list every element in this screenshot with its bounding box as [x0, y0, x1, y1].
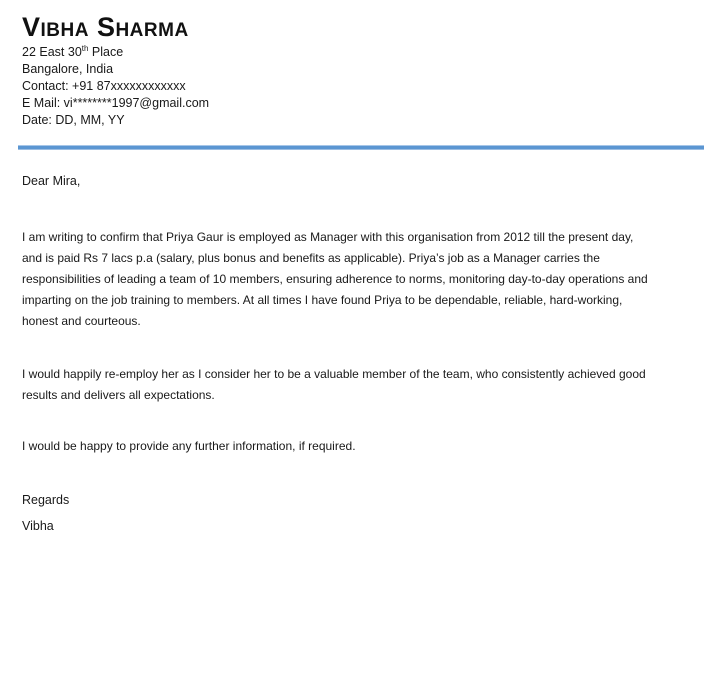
sender-name: Vibha Sharma — [22, 12, 189, 42]
paragraph-line: responsibilities of leading a team of 10 members, ensuring adherence to norms, monitoring day-to-day operations and — [22, 272, 648, 286]
date-line: Date: DD, MM, YY — [22, 113, 125, 127]
paragraph-line: imparting on the job training to members. At all times I have found Priya to be dependable, reliable, hard-working, — [22, 293, 623, 307]
address-street-prefix: 22 East 30 — [22, 45, 82, 59]
paragraph-line: honest and courteous. — [22, 314, 141, 328]
paragraph-line: I would happily re-employ her as I consider her to be a valuable member of the team, who consistently achieved good — [22, 367, 646, 381]
letter-paragraph — [22, 436, 722, 457]
signature-name: Vibha — [22, 519, 54, 533]
paragraph-line: results and delivers all expectations. — [22, 388, 215, 402]
letter-paragraph — [22, 227, 722, 332]
address-street-suffix: Place — [88, 45, 124, 59]
header-divider-rule — [18, 145, 704, 150]
letter-header — [0, 0, 722, 129]
paragraph-line: I am writing to confirm that Priya Gaur is employed as Manager with this organisation from 2012 till the present day, — [22, 230, 634, 244]
paragraph-line: I would be happy to provide any further information, if required. — [22, 439, 356, 453]
paragraphs-container — [22, 227, 722, 457]
salutation: Dear Mira, — [22, 174, 81, 188]
letter-paragraph — [22, 364, 722, 406]
address-street-line — [22, 44, 722, 61]
sender-address-block — [22, 44, 722, 129]
email-line: E Mail: vi********1997@gmail.com — [22, 96, 210, 110]
closing: Regards — [22, 493, 70, 507]
ordinal-suffix: th — [81, 43, 89, 53]
letter-body — [0, 174, 722, 534]
paragraph-line: and is paid Rs 7 lacs p.a (salary, plus bonus and benefits as applicable). Priya’s job as a Manager carries the — [22, 251, 600, 265]
contact-line: Contact: +91 87xxxxxxxxxxxx — [22, 79, 186, 93]
address-city-line: Bangalore, India — [22, 62, 114, 76]
